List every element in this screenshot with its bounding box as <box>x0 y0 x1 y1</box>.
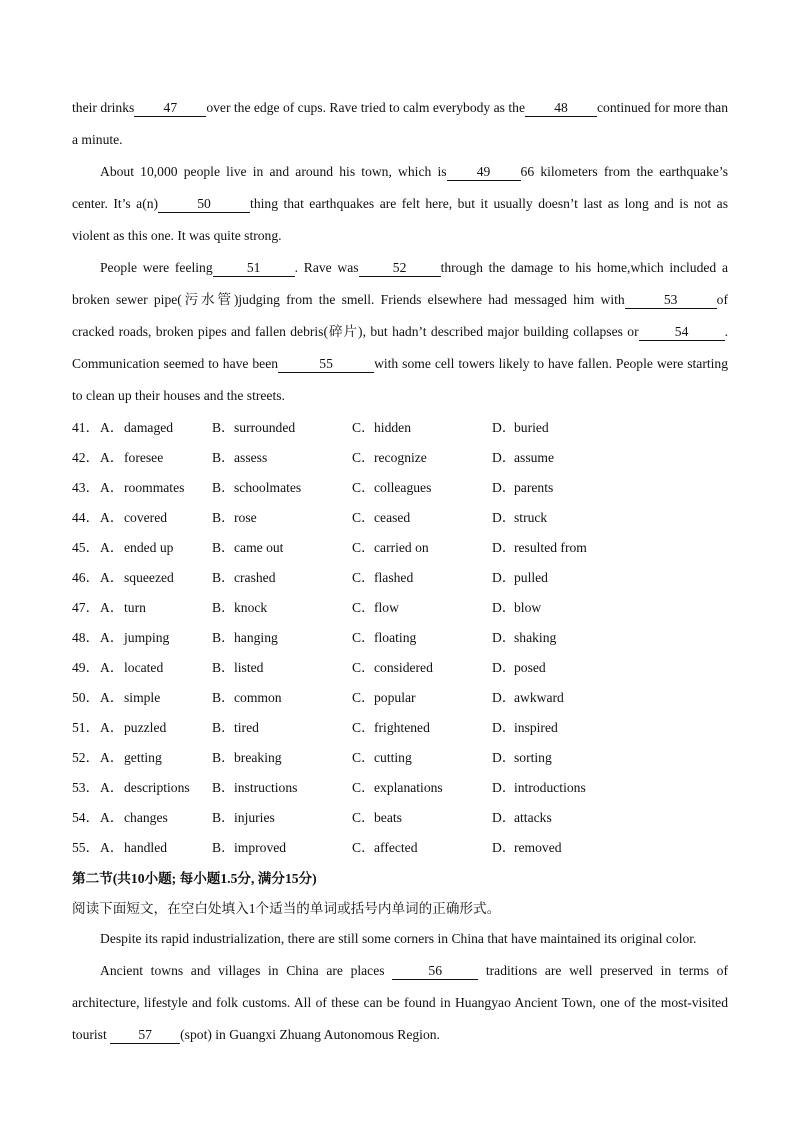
option-text: frightened <box>374 720 430 735</box>
option-c <box>352 593 492 623</box>
blank-52: 52 <box>359 260 441 277</box>
option-letter: A． <box>100 600 124 615</box>
option-text: beats <box>374 810 402 825</box>
option-c <box>352 683 492 713</box>
option-d <box>492 533 692 563</box>
option-a <box>100 653 212 683</box>
option-text: explanations <box>374 780 443 795</box>
question-number: 50． <box>72 690 100 705</box>
option-letter: C． <box>352 480 375 495</box>
option-d <box>492 563 692 593</box>
option-b <box>212 443 352 473</box>
text: . Communication seemed to have been <box>72 324 728 371</box>
option-b <box>212 563 352 593</box>
option-c <box>352 413 492 443</box>
option-row <box>72 773 728 803</box>
question-number: 47． <box>72 600 100 615</box>
option-text: carried on <box>374 540 429 555</box>
option-text: awkward <box>514 690 564 705</box>
option-c <box>352 653 492 683</box>
section-instruction: 阅读下面短文，在空白处填入1个适当的单词或括号内单词的正确形式。 <box>72 901 501 916</box>
option-row <box>72 533 728 563</box>
question-number: 43． <box>72 480 100 495</box>
option-c <box>352 713 492 743</box>
option-d <box>492 443 692 473</box>
blank-57: 57 <box>110 1027 180 1044</box>
text: People were feeling <box>100 260 213 275</box>
option-letter: C． <box>352 540 375 555</box>
passage-paragraph-3 <box>72 252 728 412</box>
option-letter: B． <box>212 630 235 645</box>
text: their drinks <box>72 100 135 115</box>
question-number: 53． <box>72 780 100 795</box>
option-letter: D． <box>492 720 516 735</box>
option-a <box>100 683 212 713</box>
option-letter: B． <box>212 480 235 495</box>
option-text: posed <box>514 660 546 675</box>
option-text: recognize <box>374 450 427 465</box>
option-text: located <box>124 660 164 675</box>
option-letter: C． <box>352 720 375 735</box>
option-d <box>492 593 692 623</box>
section2-paragraph-1: Despite its rapid industrialization, there are still some corners in China that have maintained its original color. <box>100 931 697 946</box>
option-letter: C． <box>352 630 375 645</box>
text: Ancient towns and villages in China are places <box>100 963 385 978</box>
option-a <box>100 503 212 533</box>
option-text: hanging <box>234 630 278 645</box>
option-a <box>100 563 212 593</box>
option-b <box>212 473 352 503</box>
blank-54: 54 <box>639 324 725 341</box>
option-letter: A． <box>100 750 124 765</box>
text: thing that earthquakes are felt here, but it usually doesn’t last as long and is not as violent as this one. It was quite strong. <box>72 196 728 243</box>
option-text: assume <box>514 450 555 465</box>
option-d <box>492 653 692 683</box>
option-a <box>100 623 212 653</box>
option-c <box>352 533 492 563</box>
option-letter: B． <box>212 750 235 765</box>
option-text: shaking <box>514 630 557 645</box>
option-letter: A． <box>100 720 124 735</box>
option-text: instructions <box>234 780 298 795</box>
option-text: knock <box>234 600 268 615</box>
option-letter: D． <box>492 780 516 795</box>
option-b <box>212 653 352 683</box>
option-text: squeezed <box>124 570 174 585</box>
option-letter: C． <box>352 840 375 855</box>
option-c <box>352 773 492 803</box>
option-text: rose <box>234 510 257 525</box>
option-b <box>212 713 352 743</box>
option-a <box>100 803 212 833</box>
option-letter: A． <box>100 810 124 825</box>
option-text: flashed <box>374 570 414 585</box>
option-letter: D． <box>492 540 516 555</box>
option-letter: D． <box>492 510 516 525</box>
option-b <box>212 683 352 713</box>
option-text: changes <box>124 810 168 825</box>
option-c <box>352 503 492 533</box>
option-text: buried <box>514 420 549 435</box>
option-d <box>492 773 692 803</box>
option-text: covered <box>124 510 168 525</box>
option-b <box>212 503 352 533</box>
option-letter: D． <box>492 480 516 495</box>
option-text: hidden <box>374 420 411 435</box>
option-d <box>492 713 692 743</box>
blank-47: 47 <box>134 100 206 117</box>
option-text: resulted from <box>514 540 587 555</box>
option-text: common <box>234 690 282 705</box>
option-text: injuries <box>234 810 275 825</box>
option-letter: B． <box>212 540 235 555</box>
option-letter: C． <box>352 600 375 615</box>
option-letter: A． <box>100 840 124 855</box>
section2-paragraph-2 <box>72 955 728 1051</box>
option-d <box>492 803 692 833</box>
option-text: parents <box>514 480 554 495</box>
option-row <box>72 473 728 503</box>
option-letter: B． <box>212 660 235 675</box>
option-letter: B． <box>212 780 235 795</box>
option-b <box>212 533 352 563</box>
option-text: breaking <box>234 750 282 765</box>
option-row <box>72 803 728 833</box>
blank-55: 55 <box>278 356 374 373</box>
option-row <box>72 503 728 533</box>
blank-49: 49 <box>447 164 521 181</box>
option-text: struck <box>514 510 548 525</box>
option-letter: D． <box>492 750 516 765</box>
option-row <box>72 833 728 863</box>
question-number: 42． <box>72 450 100 465</box>
option-text: getting <box>124 750 162 765</box>
option-row <box>72 683 728 713</box>
option-letter: A． <box>100 420 124 435</box>
option-letter: D． <box>492 600 516 615</box>
text: through the damage to his home,which included a broken sewer pipe(污水管)judging from the smell. Friends elsewhere had messaged him with <box>72 260 728 307</box>
option-letter: D． <box>492 840 516 855</box>
option-d <box>492 833 692 863</box>
option-text: came out <box>234 540 284 555</box>
passage-paragraph-2 <box>72 156 728 252</box>
option-letter: C． <box>352 420 375 435</box>
option-row <box>72 413 728 443</box>
option-text: roommates <box>124 480 185 495</box>
option-text: descriptions <box>124 780 190 795</box>
option-text: foresee <box>124 450 164 465</box>
option-d <box>492 623 692 653</box>
blank-48: 48 <box>525 100 597 117</box>
option-text: assess <box>234 450 268 465</box>
option-c <box>352 473 492 503</box>
option-letter: C． <box>352 660 375 675</box>
option-row <box>72 593 728 623</box>
option-letter: A． <box>100 690 124 705</box>
option-letter: C． <box>352 690 375 705</box>
option-letter: A． <box>100 480 124 495</box>
option-a <box>100 413 212 443</box>
option-letter: D． <box>492 690 516 705</box>
option-letter: C． <box>352 810 375 825</box>
option-letter: A． <box>100 630 124 645</box>
question-number: 44． <box>72 510 100 525</box>
option-letter: D． <box>492 630 516 645</box>
option-row <box>72 713 728 743</box>
text: with some cell towers likely to have fallen. People were starting to clean up their houses and the streets. <box>72 356 728 403</box>
option-c <box>352 563 492 593</box>
question-number: 54． <box>72 810 100 825</box>
option-letter: D． <box>492 420 516 435</box>
option-row <box>72 743 728 773</box>
option-letter: B． <box>212 840 235 855</box>
option-letter: B． <box>212 420 235 435</box>
option-letter: B． <box>212 720 235 735</box>
option-text: listed <box>234 660 264 675</box>
option-letter: A． <box>100 450 124 465</box>
option-b <box>212 833 352 863</box>
option-text: inspired <box>514 720 558 735</box>
option-text: tired <box>234 720 259 735</box>
option-letter: A． <box>100 570 124 585</box>
option-text: simple <box>124 690 161 705</box>
option-a <box>100 713 212 743</box>
option-letter: C． <box>352 450 375 465</box>
option-a <box>100 833 212 863</box>
option-text: affected <box>374 840 418 855</box>
option-text: introductions <box>514 780 586 795</box>
question-number: 48． <box>72 630 100 645</box>
option-c <box>352 833 492 863</box>
option-letter: A． <box>100 780 124 795</box>
blank-50: 50 <box>158 196 250 213</box>
question-number: 55． <box>72 840 100 855</box>
option-b <box>212 803 352 833</box>
option-letter: D． <box>492 660 516 675</box>
text: (spot) in Guangxi Zhuang Autonomous Region. <box>180 1027 440 1042</box>
option-letter: B． <box>212 450 235 465</box>
option-text: damaged <box>124 420 174 435</box>
option-text: floating <box>374 630 417 645</box>
option-text: popular <box>374 690 416 705</box>
option-letter: A． <box>100 660 124 675</box>
option-letter: C． <box>352 570 375 585</box>
section-title: 第二节(共10小题; 每小题1.5分, 满分15分) <box>72 871 317 886</box>
option-text: blow <box>514 600 542 615</box>
option-text: puzzled <box>124 720 167 735</box>
option-a <box>100 593 212 623</box>
option-text: surrounded <box>234 420 296 435</box>
question-number: 45． <box>72 540 100 555</box>
option-d <box>492 473 692 503</box>
option-letter: C． <box>352 510 375 525</box>
option-d <box>492 503 692 533</box>
question-number: 41． <box>72 420 100 435</box>
option-text: colleagues <box>374 480 432 495</box>
option-text: improved <box>234 840 287 855</box>
text: over the edge of cups. Rave tried to calm everybody as the <box>206 100 525 115</box>
text: About 10,000 people live in and around his town, which is <box>100 164 447 179</box>
question-number: 46． <box>72 570 100 585</box>
option-letter: D． <box>492 450 516 465</box>
option-b <box>212 413 352 443</box>
option-row <box>72 623 728 653</box>
option-text: sorting <box>514 750 552 765</box>
blank-56: 56 <box>392 963 478 980</box>
option-text: ceased <box>374 510 411 525</box>
question-number: 51． <box>72 720 100 735</box>
option-letter: B． <box>212 510 235 525</box>
text: of cracked roads, broken pipes and fallen debris(碎片), but hadn’t described major building collapses or <box>72 292 728 339</box>
option-b <box>212 593 352 623</box>
option-a <box>100 773 212 803</box>
option-text: jumping <box>124 630 170 645</box>
option-text: attacks <box>514 810 552 825</box>
passage-paragraph-1 <box>72 92 728 156</box>
option-letter: B． <box>212 570 235 585</box>
option-b <box>212 773 352 803</box>
text: . Rave was <box>294 260 359 275</box>
option-letter: A． <box>100 510 124 525</box>
option-b <box>212 623 352 653</box>
option-text: considered <box>374 660 433 675</box>
option-d <box>492 743 692 773</box>
option-letter: C． <box>352 780 375 795</box>
option-letter: B． <box>212 690 235 705</box>
option-row <box>72 443 728 473</box>
option-c <box>352 623 492 653</box>
document-page <box>72 92 728 1051</box>
option-text: turn <box>124 600 146 615</box>
option-text: handled <box>124 840 168 855</box>
option-a <box>100 473 212 503</box>
option-row <box>72 563 728 593</box>
blank-53: 53 <box>625 292 717 309</box>
blank-51: 51 <box>213 260 295 277</box>
option-a <box>100 533 212 563</box>
option-text: removed <box>514 840 562 855</box>
text: 66 kilometers from the earthquake’s center. It’s a(n) <box>72 164 728 211</box>
option-c <box>352 443 492 473</box>
option-letter: A． <box>100 540 124 555</box>
option-text: cutting <box>374 750 412 765</box>
option-d <box>492 413 692 443</box>
option-a <box>100 743 212 773</box>
option-d <box>492 683 692 713</box>
option-text: schoolmates <box>234 480 302 495</box>
option-letter: B． <box>212 810 235 825</box>
option-text: crashed <box>234 570 276 585</box>
option-text: flow <box>374 600 399 615</box>
option-row <box>72 653 728 683</box>
option-letter: B． <box>212 600 235 615</box>
option-letter: D． <box>492 810 516 825</box>
option-text: ended up <box>124 540 174 555</box>
text: continued for more than a minute. <box>72 100 728 147</box>
option-c <box>352 743 492 773</box>
option-b <box>212 743 352 773</box>
question-number: 52． <box>72 750 100 765</box>
option-letter: C． <box>352 750 375 765</box>
option-letter: D． <box>492 570 516 585</box>
option-text: pulled <box>514 570 548 585</box>
question-number: 49． <box>72 660 100 675</box>
option-c <box>352 803 492 833</box>
option-a <box>100 443 212 473</box>
answer-options-list <box>72 413 728 863</box>
text: traditions are well preserved in terms of architecture, lifestyle and folk customs. All of these can be found in Huangyao Ancient Town, one of the most-visited tourist <box>72 963 729 1042</box>
